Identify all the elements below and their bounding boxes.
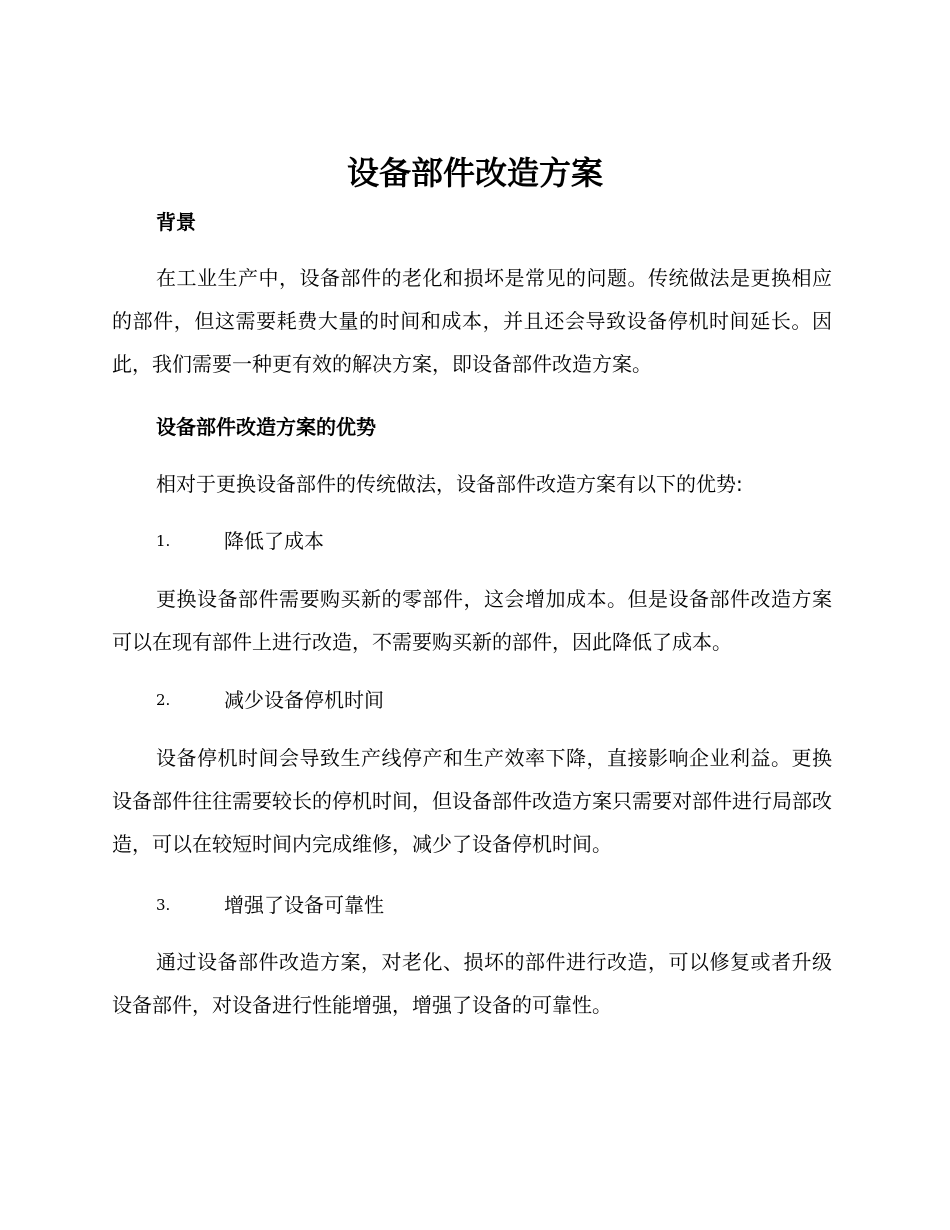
advantage-title: 减少设备停机时间 [224, 688, 384, 712]
section-heading-background: 背景 [156, 210, 196, 234]
list-number: 2. [156, 691, 171, 709]
advantage-title: 降低了成本 [224, 529, 324, 553]
advantage-2-paragraph: 设备停机时间会导致生产线停产和生产效率下降，直接影响企业利益。更换设备部件往往需要较长的停机时间，但设备部件改造方案只需要对部件进行局部改造，可以在较短时间内完成维修，减少了设备停机时间。 [112, 746, 832, 856]
background-paragraph: 在工业生产中，设备部件的老化和损坏是常见的问题。传统做法是更换相应的部件，但这需要耗费大量的时间和成本，并且还会导致设备停机时间延长。因此，我们需要一种更有效的解决方案，即设备部件改造方案。 [112, 266, 832, 376]
document-title: 设备部件改造方案 [346, 154, 603, 192]
advantages-intro: 相对于更换设备部件的传统做法，设备部件改造方案有以下的优势: [156, 472, 743, 496]
section-heading-advantages: 设备部件改造方案的优势 [156, 415, 376, 439]
advantage-3-paragraph: 通过设备部件改造方案，对老化、损坏的部件进行改造，可以修复或者升级设备部件，对设备进行性能增强，增强了设备的可靠性。 [112, 950, 832, 1017]
list-number: 1. [156, 532, 171, 550]
advantage-1-paragraph: 更换设备部件需要购买新的零部件，这会增加成本。但是设备部件改造方案可以在现有部件上进行改造，不需要购买新的部件，因此降低了成本。 [112, 587, 832, 654]
list-number: 3. [156, 896, 171, 914]
advantage-title: 增强了设备可靠性 [224, 893, 384, 917]
